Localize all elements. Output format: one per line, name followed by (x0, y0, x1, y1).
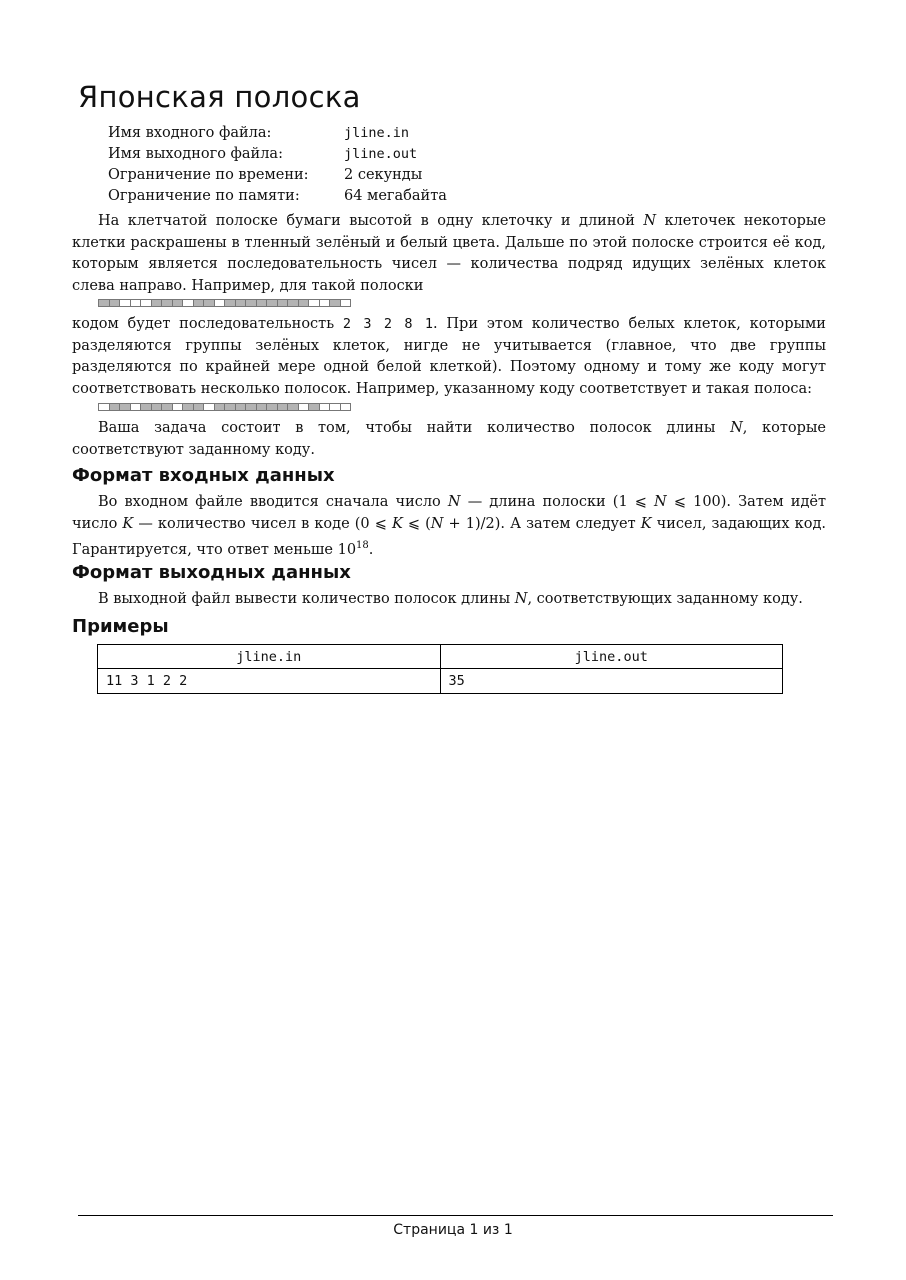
examples-header-row (98, 645, 783, 669)
text: . (368, 541, 374, 558)
text: , которые соответствуют заданному коду. (72, 420, 826, 458)
text: Во входном файле вводится сначала число (98, 494, 448, 510)
text: В выходной файл вывести количество полосок длины (98, 591, 515, 607)
variable: N (643, 213, 657, 229)
code-sequence: 2 3 2 8 1 (342, 316, 433, 332)
variable: N (730, 420, 743, 436)
info-label: Имя входного файла: (108, 124, 272, 141)
info-value: 64 мегабайта (344, 187, 447, 204)
text: На клетчатой полоске бумаги высотой в одну клеточку и длиной (98, 213, 644, 229)
variable: N (514, 591, 528, 607)
variable: N (447, 494, 461, 510)
output-format-title: Формат выходных данных (72, 562, 351, 583)
example-input-cell: 11 3 1 2 2 (98, 669, 441, 694)
page-title: Японская полоска (78, 80, 361, 114)
info-label: Имя выходного файла: (108, 145, 283, 162)
info-row-output-file (108, 143, 447, 164)
white-cell (340, 403, 352, 411)
text: ⩽ ( (402, 515, 431, 532)
input-format-text (72, 492, 826, 561)
text: чисел, задающих код. Гарантируется, что ответ меньше 10 (72, 515, 826, 558)
variable: N (430, 515, 444, 532)
examples-header-input: jline.in (98, 645, 441, 669)
example-strip-2 (98, 403, 351, 411)
info-row-memory-limit (108, 185, 447, 206)
example-strip-1 (98, 299, 351, 307)
table-row (98, 669, 783, 694)
input-format-title: Формат входных данных (72, 465, 335, 486)
text: , соответствующих заданному коду. (527, 591, 803, 607)
info-value: jline.in (344, 124, 410, 141)
exponent: 18 (356, 540, 369, 551)
white-cell (340, 299, 352, 307)
statement-paragraph-2 (72, 314, 826, 400)
info-row-time-limit (108, 164, 447, 185)
text: кодом будет последовательность (72, 316, 343, 332)
text: . При этом количество белых клеток, которыми разделяются группы зелёных клеток, нигде не учитывается (главное, что две группы разделяются по крайней мере одной белой клеткой). Поэтому одному и тому же коду могут соответствовать несколько полосок. Например, указанному коду соответствует и такая полоса: (72, 316, 826, 397)
output-format-text (72, 589, 826, 611)
statement-paragraph-1 (72, 211, 826, 297)
examples-title: Примеры (72, 616, 169, 637)
info-label: Ограничение по времени: (108, 166, 309, 183)
text: ⩽ 100). Затем идёт число (72, 494, 826, 532)
info-row-input-file (108, 122, 447, 143)
text: — длина полоски (1 ⩽ (460, 494, 655, 510)
variable: N (654, 494, 667, 510)
info-label: Ограничение по памяти: (108, 187, 300, 204)
examples-table (97, 644, 783, 694)
variable: K (391, 515, 403, 532)
examples-header-output: jline.out (440, 645, 783, 669)
example-output-cell: 35 (440, 669, 783, 694)
file-info-table (108, 122, 447, 206)
info-value: 2 секунды (344, 166, 423, 183)
text: + 1)/2). А затем следует (443, 515, 641, 532)
info-value: jline.out (344, 145, 418, 162)
text: — количество чисел в коде (0 ⩽ (133, 515, 392, 532)
text: клеточек некоторые клетки раскрашены в тленный зелёный и белый цвета. Дальше по этой полоске строится её код, которым является последовательность чисел — количества подряд идущих зелёных клеток слева направо. Например, для такой полоски (72, 213, 826, 294)
text: Ваша задача состоит в том, чтобы найти количество полосок длины (98, 420, 731, 436)
variable: K (122, 515, 134, 532)
variable: K (640, 515, 652, 532)
page-footer: Страница 1 из 1 (393, 1222, 513, 1238)
footer-divider (78, 1215, 833, 1216)
statement-paragraph-3 (72, 418, 826, 461)
